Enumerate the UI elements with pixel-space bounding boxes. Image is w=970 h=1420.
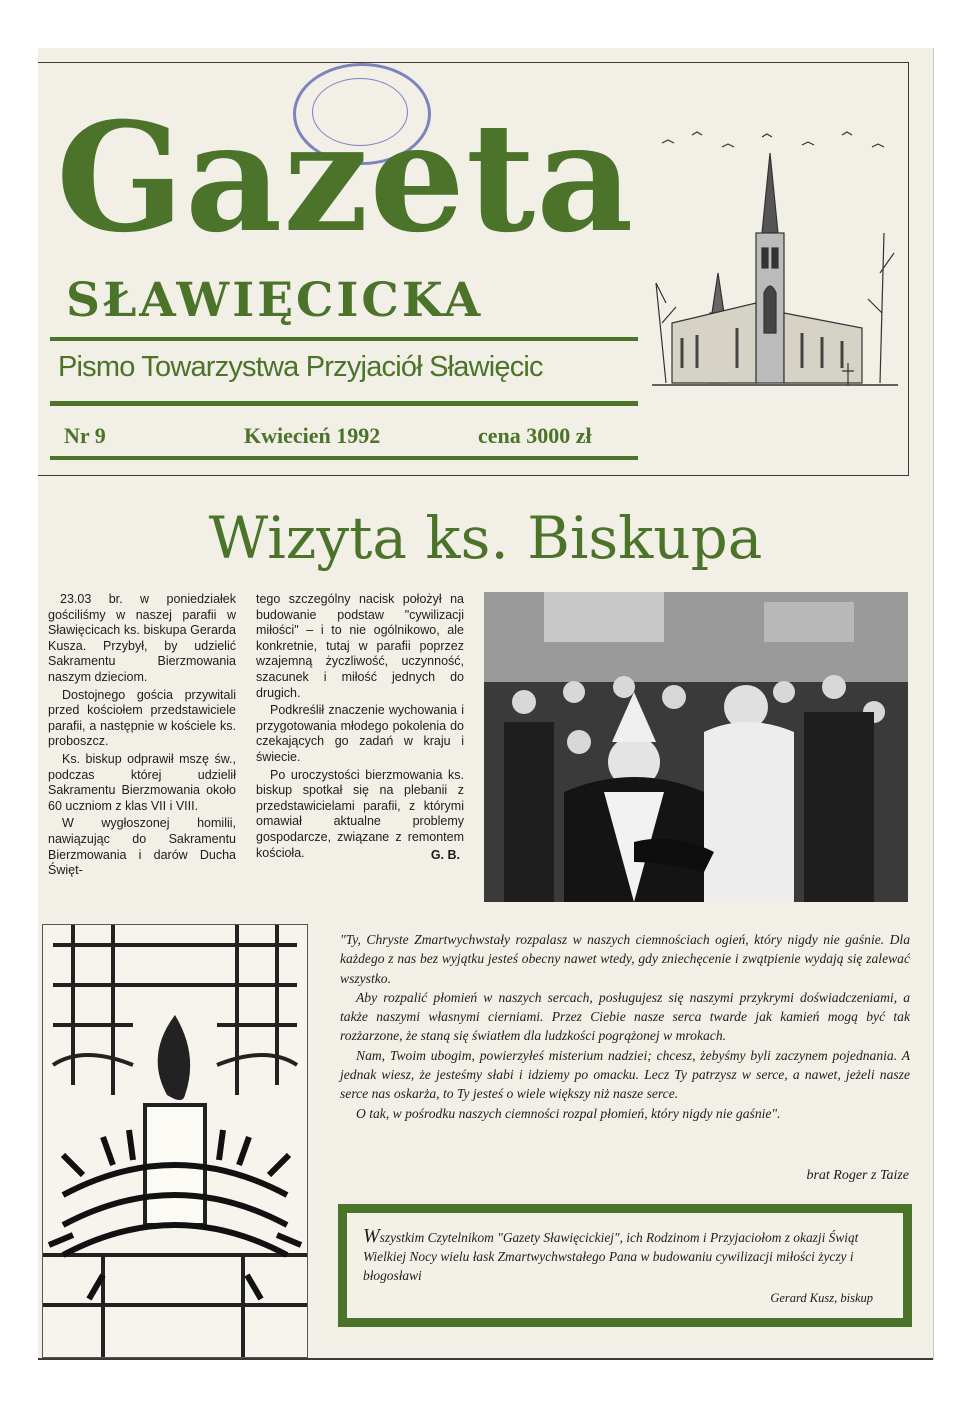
article-paragraph: tego szczególny nacisk położył na budowanie podstaw "cywilizacji miłości" – i to nie ogólnikowo, ale konkretnie, tutaj w parafii poprzez wzajemną życzliwość, uczynność, szacunek i miłość jednych do drugich. xyxy=(256,592,464,700)
article-paragraph: 23.03 br. w poniedziałek gościliśmy w naszej parafii w Sławięcicach ks. biskupa Gerarda Kusza. Przybył, by udzielić Sakramentu Bierzmowania naszym dzieciom. xyxy=(48,592,236,684)
article-paragraph: Dostojnego gościa przywitali przed kościołem przedstawiciele parafii, a następnie w kościele ks. proboszcz. xyxy=(48,687,236,749)
bishop-photo xyxy=(484,592,908,902)
article-paragraph: W wygłoszonej homilii, nawiązując do Sakramentu Bierzmowania i darów Ducha Święt- xyxy=(48,816,236,878)
greeting-signature: Gerard Kusz, biskup xyxy=(770,1291,873,1305)
quote-paragraph: Aby rozpalić płomień w naszych sercach, posługujesz się naszymi przykrymi doświadczeniami, a także naszymi własnymi cierniami. Przez Ciebie nasze serca twarde jak kamień mogą być tak rozżarzone, że staną się światłem dla ludzkości pogrążonej w mrokach. xyxy=(340,989,910,1044)
page-bottom-rule xyxy=(38,1358,933,1360)
easter-quote xyxy=(340,930,910,1123)
issue-date: Kwiecień 1992 xyxy=(244,423,381,448)
article-paragraph: Podkreślił znaczenie wychowania i przygotowania młodego pokolenia do czekających go zadań w kraju i świecie. xyxy=(256,703,464,764)
greeting-text xyxy=(363,1227,883,1285)
newspaper-tagline: Pismo Towarzystwa Przyjaciół Sławięcic xyxy=(58,351,543,383)
issue-info xyxy=(64,423,632,453)
issue-number: Nr 9 xyxy=(64,423,106,448)
quote-paragraph: Nam, Twoim ubogim, powierzyłeś misterium nadziei; chcesz, żebyśmy byli zaczynem pojednania. A jednak wiesz, że jesteśmy słabi i idziemy po omacku. Lecz Ty patrzysz w serce, a nawet, jeżeli nasze serce nas oskarża, to Ty jesteś o wiele większy niż nasze serce. xyxy=(340,1047,910,1102)
article-paragraph: Ks. biskup odprawił mszę św., podczas której udzielił Sakramentu Bierzmowania około 60 uczniom z klas VII i VIII. xyxy=(48,751,236,813)
quote-paragraph: "Ty, Chryste Zmartwychwstały rozpalasz w naszych ciemnościach ogień, który nigdy nie gaśnie. Dla każdego z nas bez wyjątku jesteś obecny nawet wtedy, gdy zniechęcenie i zwątpienie wydają się zalewać wszystko. xyxy=(340,932,910,986)
easter-greeting-box xyxy=(338,1204,912,1327)
masthead xyxy=(38,62,909,476)
article-paragraph: Po uroczystości bierzmowania ks. biskup spotkał się na plebanii z przedstawicielami parafii, z którymi omawiał aktualne problemy gospodarcze, związane z remontem kościoła. xyxy=(256,767,464,860)
newspaper-page xyxy=(38,48,934,1360)
divider xyxy=(50,456,638,460)
easter-candle-illustration xyxy=(42,924,308,1358)
church-illustration xyxy=(652,123,898,423)
article-headline: Wizyta ks. Biskupa xyxy=(208,504,763,572)
greeting-body: szystkim Czytelnikom "Gazety Sławięcickiej", ich Rodzinom i Przyjaciołom z okazji Świąt Wielkiej Nocy wielu łask Zmartwychwstałego Pana w budowaniu cywilizacji miłości życzy i błogosławi xyxy=(363,1230,859,1283)
quote-author: brat Roger z Taize xyxy=(806,1168,909,1183)
greeting-initial: W xyxy=(363,1225,380,1247)
article-signature: G. B. xyxy=(430,848,460,863)
article-column-1 xyxy=(48,592,236,881)
newspaper-subtitle: SŁAWIĘCICKA xyxy=(66,273,484,328)
issue-price: cena 3000 zł xyxy=(478,423,592,448)
article-column-2 xyxy=(256,592,464,864)
quote-paragraph: O tak, w pośrodku naszych ciemności rozpal płomień, który nigdy nie gaśnie". xyxy=(356,1105,781,1121)
divider xyxy=(50,337,638,341)
divider xyxy=(50,401,638,406)
newspaper-title: Gazeta xyxy=(56,90,635,266)
